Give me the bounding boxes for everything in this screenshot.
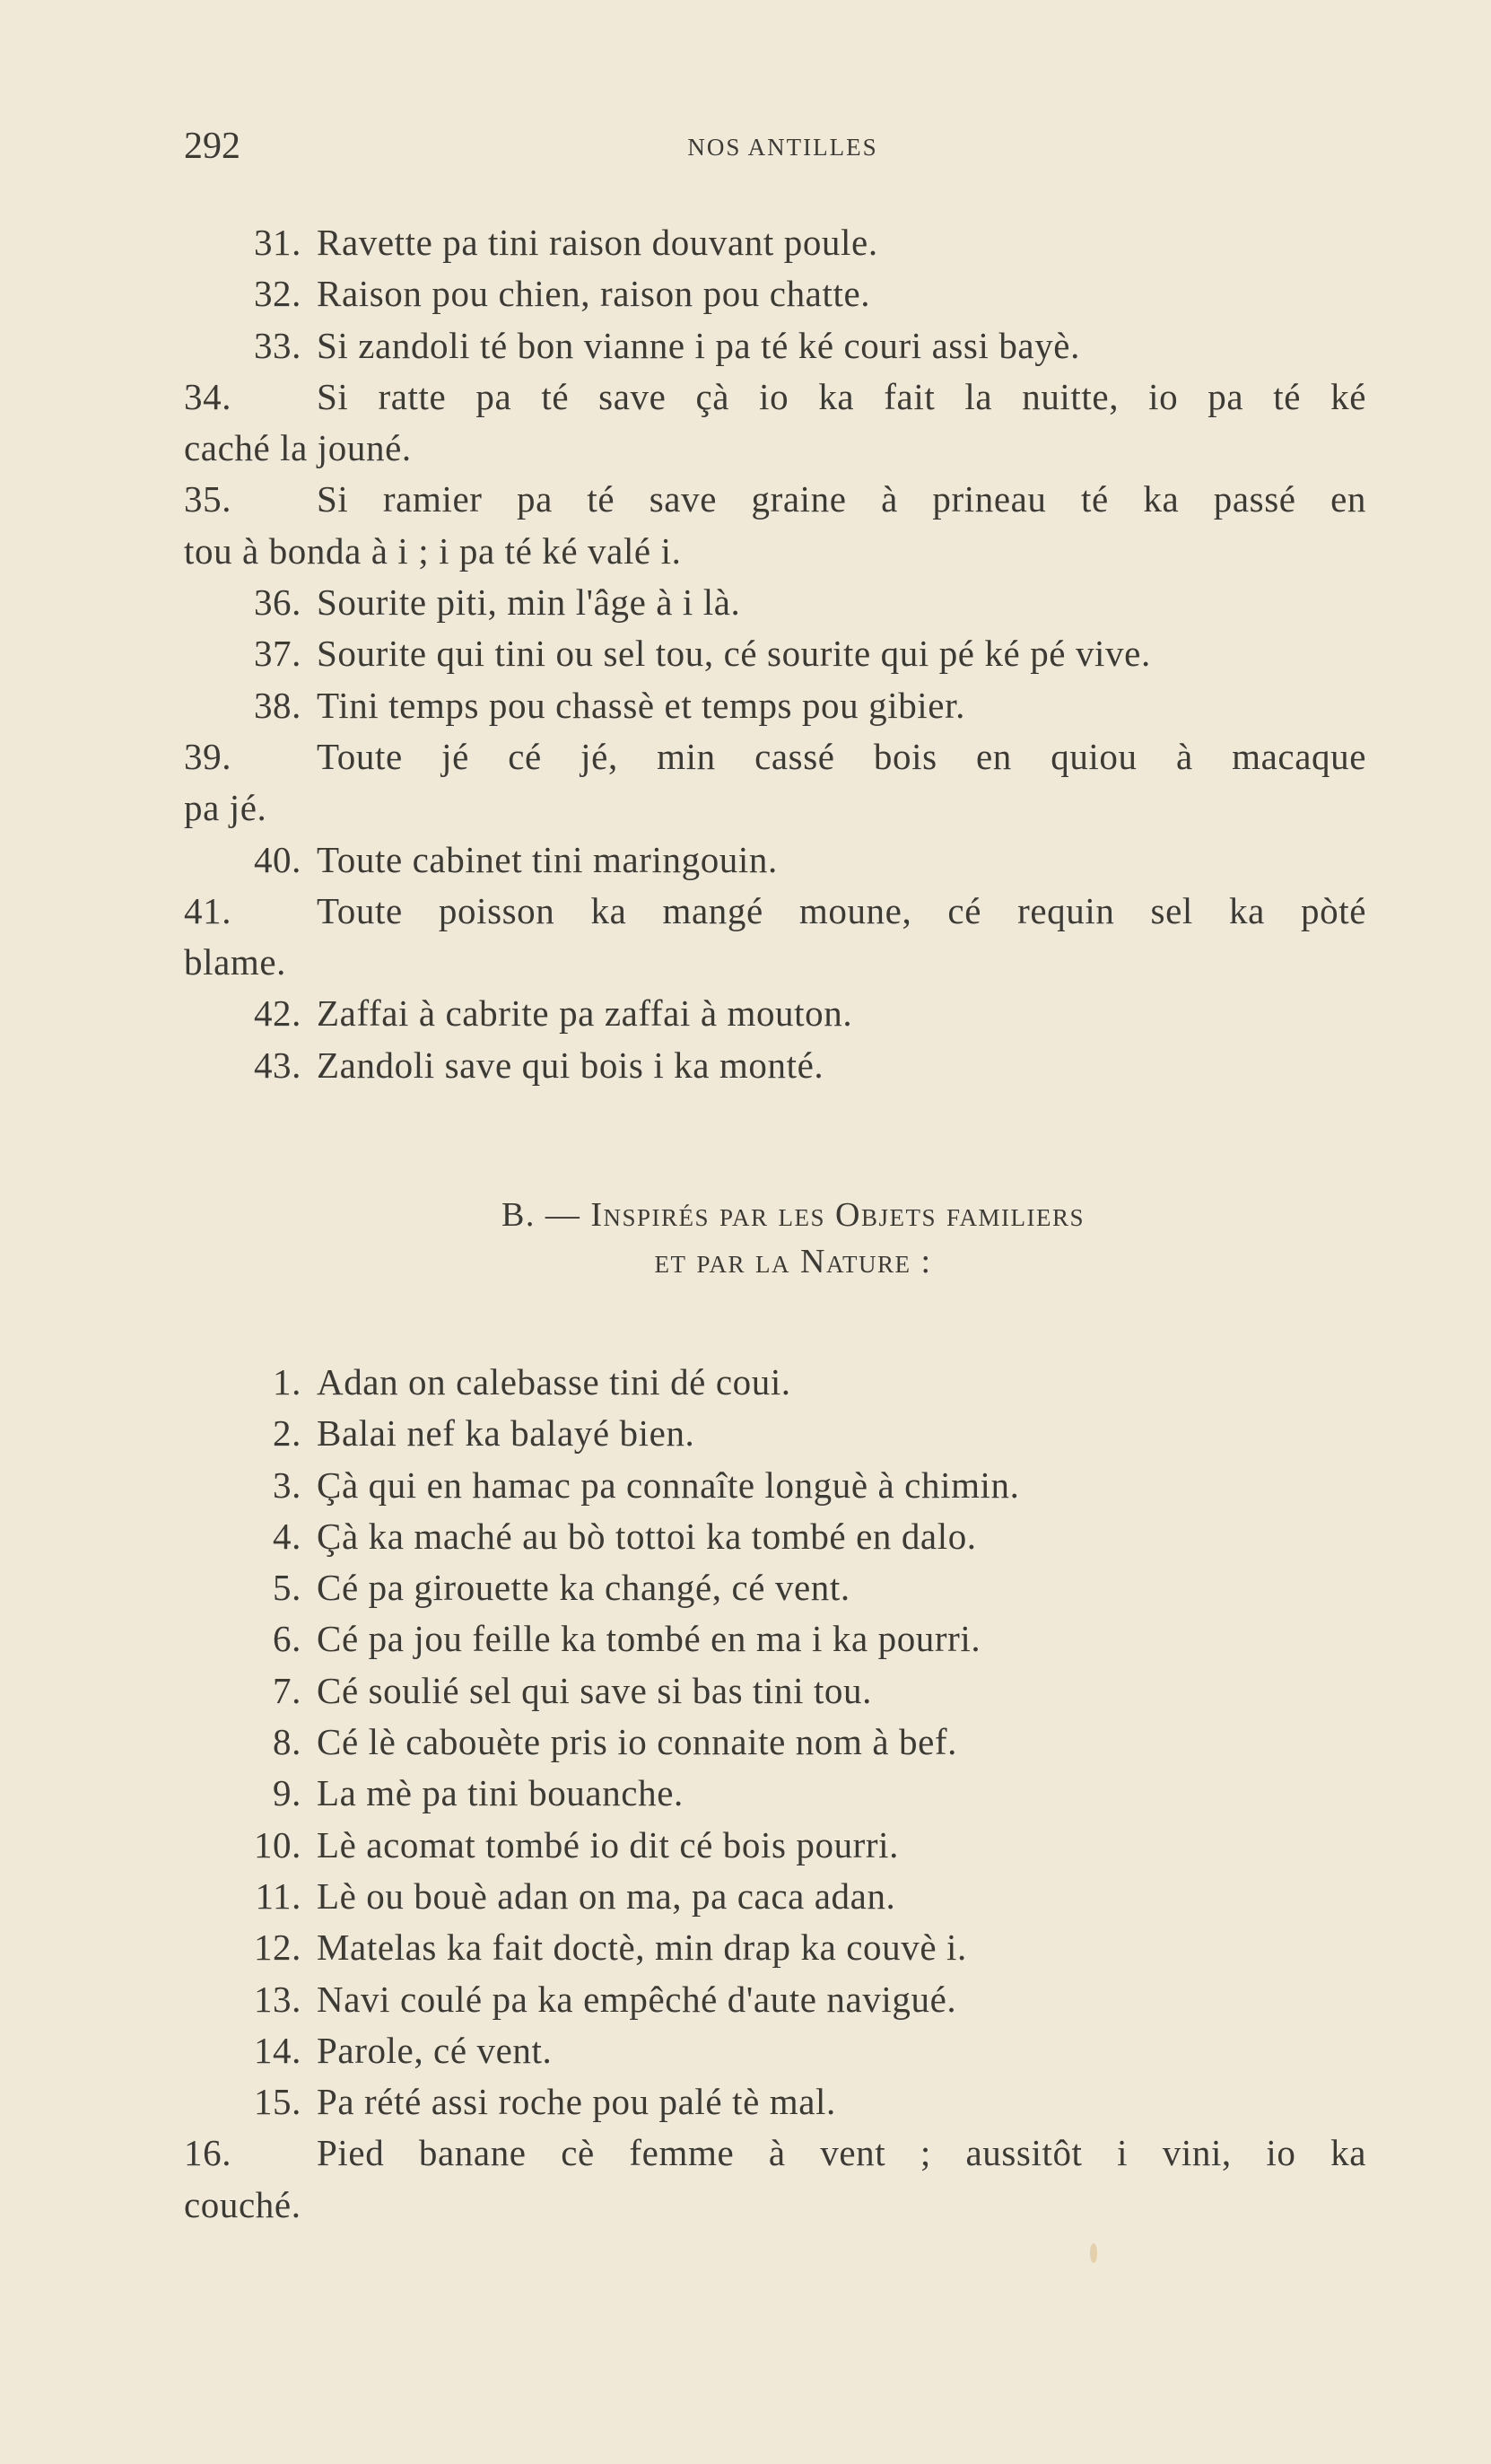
item-continuation-line xyxy=(184,937,1366,988)
item-text: Matelas ka fait doctè, min drap ka couvè i. xyxy=(317,1927,967,1969)
item-text: Parole, cé vent. xyxy=(317,2029,553,2071)
item-text: Cé soulié sel qui save si bas tini tou. xyxy=(317,1669,872,1711)
list-item xyxy=(184,886,1366,989)
item-number: 4. xyxy=(273,1515,301,1557)
item-text: Lè ou bouè adan on ma, pa caca adan. xyxy=(317,1874,896,1917)
list-item xyxy=(184,1408,1366,1459)
item-text: Pa rété assi roche pou palé tè mal. xyxy=(317,2081,836,2123)
item-number: 15. xyxy=(253,2081,301,2123)
item-text: Zandoli save qui bois i ka monté. xyxy=(317,1044,824,1086)
item-number: 8. xyxy=(273,1721,301,1763)
list-item xyxy=(184,1040,1366,1091)
item-text: Cé pa jou feille ka tombé en ma i ka pourri. xyxy=(317,1618,981,1660)
item-number: 3. xyxy=(273,1464,301,1506)
item-first-line xyxy=(184,628,1366,679)
section-b-heading xyxy=(0,1192,1491,1285)
item-text: Raison pou chien, raison pou chatte. xyxy=(317,273,871,315)
item-number: 35. xyxy=(184,478,232,520)
list-item xyxy=(184,680,1366,731)
item-first-line xyxy=(184,886,1366,937)
list-item xyxy=(184,731,1366,834)
item-first-line xyxy=(184,1665,1366,1717)
proverb-list-b xyxy=(184,1357,1366,2231)
item-first-line xyxy=(184,1460,1366,1511)
item-number: 16. xyxy=(184,2132,232,2174)
item-continuation-line xyxy=(184,2180,1366,2231)
item-number: 34. xyxy=(184,375,232,417)
list-item xyxy=(184,1717,1366,1768)
item-number: 2. xyxy=(273,1412,301,1455)
list-item xyxy=(184,834,1366,886)
list-item xyxy=(184,2128,1366,2231)
item-first-line xyxy=(184,1408,1366,1459)
item-number: 10. xyxy=(253,1823,301,1865)
item-text: Çà qui en hamac pa connaîte longuè à chimin. xyxy=(317,1464,1020,1506)
item-continuation-line xyxy=(184,526,1366,577)
list-item xyxy=(184,1665,1366,1717)
list-item xyxy=(184,371,1366,475)
item-number: 14. xyxy=(253,2029,301,2071)
list-item xyxy=(184,1974,1366,2025)
list-item xyxy=(184,474,1366,577)
item-continuation-line xyxy=(184,423,1366,474)
item-first-line xyxy=(184,217,1366,268)
list-item xyxy=(184,2076,1366,2128)
item-first-line xyxy=(184,1511,1366,1562)
list-item xyxy=(184,1820,1366,1871)
item-first-line xyxy=(184,1562,1366,1613)
item-first-line xyxy=(184,834,1366,886)
item-first-line xyxy=(184,268,1366,319)
list-item xyxy=(184,1613,1366,1665)
item-text: Sourite qui tini ou sel tou, cé sourite qui pé ké pé vive. xyxy=(317,633,1151,675)
page-number: 292 xyxy=(184,126,240,167)
item-first-line xyxy=(184,1871,1366,1922)
item-first-line xyxy=(184,1357,1366,1408)
item-text: Navi coulé pa ka empêché d'aute navigué. xyxy=(317,1978,957,2020)
list-item xyxy=(184,1460,1366,1511)
item-text: pa jé. xyxy=(184,787,267,829)
item-first-line xyxy=(184,1040,1366,1091)
item-text: Cé lè cabouète pris io connaite nom à bef. xyxy=(317,1721,957,1763)
item-first-line xyxy=(184,1820,1366,1871)
item-number: 33. xyxy=(253,324,301,366)
item-first-line xyxy=(184,474,1366,525)
item-first-line xyxy=(184,577,1366,628)
item-number: 13. xyxy=(253,1978,301,2020)
item-text: Lè acomat tombé io dit cé bois pourri. xyxy=(317,1823,900,1865)
item-first-line xyxy=(184,320,1366,371)
list-item xyxy=(184,217,1366,268)
item-first-line xyxy=(184,731,1366,782)
item-first-line xyxy=(184,371,1366,423)
item-number: 38. xyxy=(253,684,301,726)
item-first-line xyxy=(184,2025,1366,2076)
item-number: 6. xyxy=(273,1618,301,1660)
item-text: couché. xyxy=(184,2183,301,2225)
item-text: Toute cabinet tini maringouin. xyxy=(317,838,778,880)
item-text: Balai nef ka balayé bien. xyxy=(317,1412,695,1455)
list-item xyxy=(184,1768,1366,1819)
proverb-list-a xyxy=(184,217,1366,1091)
list-item xyxy=(184,577,1366,628)
item-number: 37. xyxy=(253,633,301,675)
item-text: caché la jouné. xyxy=(184,427,412,469)
item-number: 32. xyxy=(253,273,301,315)
running-title: NOS ANTILLES xyxy=(687,134,878,161)
item-number: 5. xyxy=(273,1567,301,1609)
item-number: 1. xyxy=(273,1361,301,1402)
item-text: tou à bonda à i ; i pa té ké valé i. xyxy=(184,529,682,572)
list-item xyxy=(184,1511,1366,1562)
paper-stain xyxy=(1090,2243,1097,2263)
item-number: 12. xyxy=(253,1927,301,1969)
item-first-line xyxy=(184,988,1366,1039)
item-text: Si ramier pa té save graine à prineau té ka passé en xyxy=(317,478,1366,520)
item-text: Si zandoli té bon vianne i pa té ké couri assi bayè. xyxy=(317,324,1080,366)
item-number: 9. xyxy=(273,1772,301,1814)
item-first-line xyxy=(184,2128,1366,2179)
section-b-heading-line1: B. — Inspirés par les Objets familiers xyxy=(501,1196,1086,1234)
item-number: 36. xyxy=(253,581,301,624)
item-number: 41. xyxy=(184,889,232,931)
item-number: 11. xyxy=(255,1874,301,1917)
list-item xyxy=(184,1562,1366,1613)
item-text: Pied banane cè femme à vent ; aussitôt i vini, io ka xyxy=(317,2132,1366,2174)
item-number: 31. xyxy=(253,222,301,263)
list-item xyxy=(184,320,1366,371)
list-item xyxy=(184,2025,1366,2076)
item-text: Zaffai à cabrite pa zaffai à mouton. xyxy=(317,992,853,1035)
list-item xyxy=(184,268,1366,319)
item-continuation-line xyxy=(184,782,1366,834)
item-text: Toute poisson ka mangé moune, cé requin sel ka pòté xyxy=(317,889,1366,931)
item-text: Sourite piti, min l'âge à i là. xyxy=(317,581,741,624)
item-text: blame. xyxy=(184,941,287,983)
item-first-line xyxy=(184,1768,1366,1819)
item-text: Adan on calebasse tini dé coui. xyxy=(317,1361,791,1402)
item-first-line xyxy=(184,1922,1366,1973)
list-item xyxy=(184,988,1366,1039)
list-item xyxy=(184,1357,1366,1408)
item-text: Si ratte pa té save çà io ka fait la nuitte, io pa té ké xyxy=(317,375,1366,417)
list-item xyxy=(184,1871,1366,1922)
item-text: Çà ka maché au bò tottoi ka tombé en dalo. xyxy=(317,1515,977,1557)
item-first-line xyxy=(184,2076,1366,2128)
item-text: Ravette pa tini raison douvant poule. xyxy=(317,222,878,263)
item-text: Cé pa girouette ka changé, cé vent. xyxy=(317,1567,850,1609)
item-number: 40. xyxy=(253,838,301,880)
item-first-line xyxy=(184,1613,1366,1665)
item-first-line xyxy=(184,1974,1366,2025)
item-number: 42. xyxy=(253,992,301,1035)
item-first-line xyxy=(184,680,1366,731)
item-number: 39. xyxy=(184,735,232,777)
item-text: La mè pa tini bouanche. xyxy=(317,1772,684,1814)
item-text: Tini temps pou chassè et temps pou gibier. xyxy=(317,684,965,726)
item-number: 7. xyxy=(273,1669,301,1711)
item-first-line xyxy=(184,1717,1366,1768)
list-item xyxy=(184,628,1366,679)
item-number: 43. xyxy=(253,1044,301,1086)
list-item xyxy=(184,1922,1366,1973)
section-b-heading-line2: et par la Nature : xyxy=(654,1243,932,1280)
item-text: Toute jé cé jé, min cassé bois en quiou à macaque xyxy=(317,735,1366,777)
